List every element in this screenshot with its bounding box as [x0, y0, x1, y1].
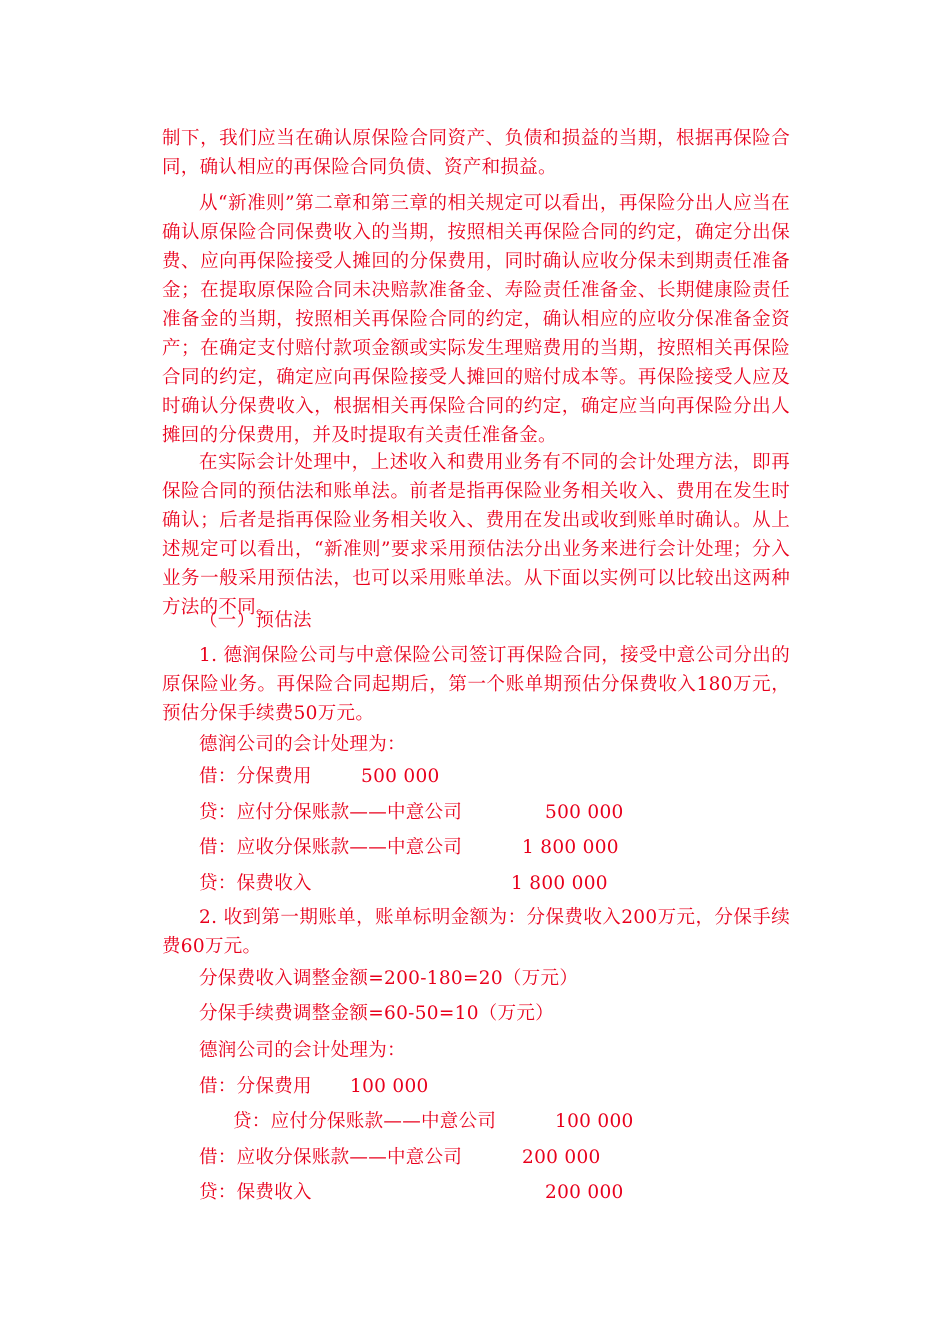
paragraph-accounting-methods: 在实际会计处理中，上述收入和费用业务有不同的会计处理方法，即再保险合同的预估法和账单法。前者是指再保险业务相关收入、费用在发生时确认；后者是指再保险业务相关收入、费用在发出或收到账单时确认。从上述规定可以看出，“新准则”要求采用预估法分出业务来进行会计处理；分入业务一般采用预估法，也可以采用账单法。从下面以实例可以比较出这两种方法的不同。: [162, 452, 790, 618]
example1-entry-2-label: 贷：应付分保账款——中意公司: [199, 802, 463, 823]
example1-entry-1-label: 借：分保费用: [199, 766, 312, 787]
example2-entry-4-amount: 200 000: [545, 1182, 624, 1203]
example2-entry-1-amount: 100 000: [350, 1076, 429, 1097]
example2-entry-4-label: 贷：保费收入: [199, 1182, 312, 1203]
example2-entry-3-label: 借：应收分保账款——中意公司: [199, 1147, 463, 1168]
paragraph-intro: 制下，我们应当在确认原保险合同资产、负债和损益的当期，根据再保险合同，确认相应的再保险合同负债、资产和损益。: [162, 128, 790, 178]
example2-calc-commission: 分保手续费调整金额=60-50=10（万元）: [199, 1003, 554, 1024]
paragraph-reinsurance-rules: 从“新准则”第二章和第三章的相关规定可以看出，再保险分出人应当在确认原保险合同保费收入的当期，按照相关再保险合同的约定，确定分出保费、应向再保险接受人摊回的分保费用，同时确认应收分保未到期责任准备金；在提取原保险合同未决赔款准备金、寿险责任准备金、长期健康险责任准备金的当期，按照相关再保险合同的约定，确认相应的应收分保准备金资产；在确定支付赔付款项金额或实际发生理赔费用的当期，按照相关再保险合同的约定，确定应向再保险接受人摊回的赔付成本等。再保险接受人应及时确认分保费收入，根据相关再保险合同的约定，确定应当向再保险分出人摊回的分保费用，并及时提取有关责任准备金。: [162, 193, 790, 446]
example2-description: 2. 收到第一期账单，账单标明金额为：分保费收入200万元，分保手续费60万元。: [162, 907, 790, 957]
example1-entry-1-amount: 500 000: [361, 766, 440, 787]
example2-entry-2-amount: 100 000: [555, 1111, 634, 1132]
example1-description: 1. 德润保险公司与中意保险公司签订再保险合同，接受中意公司分出的原保险业务。再保险合同起期后，第一个账单期预估分保费收入180万元，预估分保手续费50万元。: [162, 645, 790, 724]
example1-entry-3-amount: 1 800 000: [522, 837, 619, 858]
example2-entry-2-label: 贷：应付分保账款——中意公司: [233, 1111, 497, 1132]
example1-entry-4-label: 贷：保费收入: [199, 873, 312, 894]
example2-entry-1-label: 借：分保费用: [199, 1076, 312, 1097]
example1-intro: 德润公司的会计处理为：: [199, 734, 406, 755]
example1-entry-4-amount: 1 800 000: [511, 873, 608, 894]
example2-intro: 德润公司的会计处理为：: [199, 1040, 406, 1061]
section-heading: （一）预估法: [199, 610, 312, 631]
example2-calc-premium: 分保费收入调整金额=200-180=20（万元）: [199, 968, 579, 989]
example2-entry-3-amount: 200 000: [522, 1147, 601, 1168]
example1-entry-2-amount: 500 000: [545, 802, 624, 823]
example1-entry-3-label: 借：应收分保账款——中意公司: [199, 837, 463, 858]
